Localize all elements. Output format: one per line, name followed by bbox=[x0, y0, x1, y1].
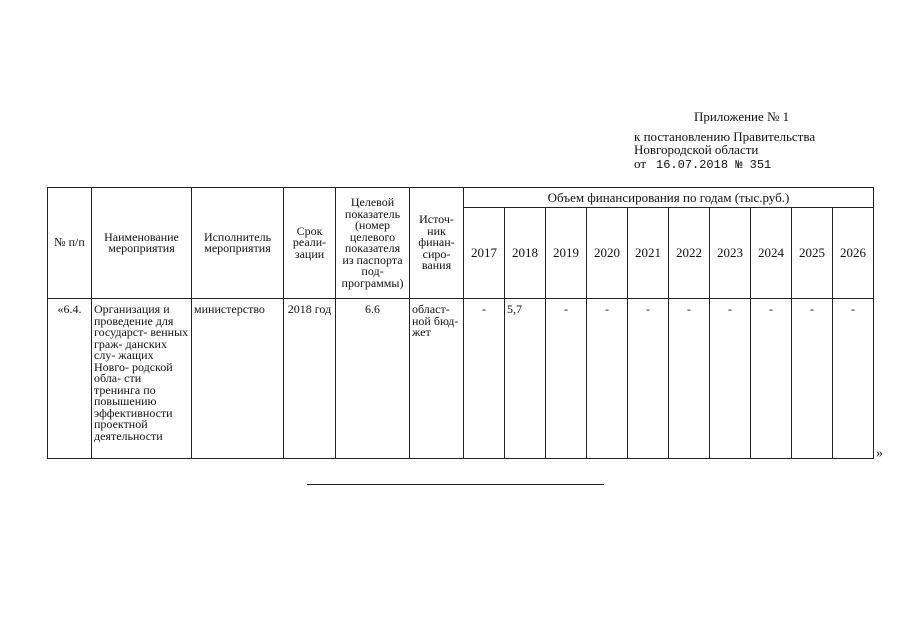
col-name-header: Наименование мероприятия bbox=[92, 188, 192, 299]
activity-table bbox=[47, 187, 874, 459]
header-row-1 bbox=[48, 188, 874, 208]
col-executor-header: Исполнитель мероприятия bbox=[192, 188, 284, 299]
value-cell: - bbox=[710, 299, 751, 459]
funding-header: Объем финансирования по годам (тыс.руб.) bbox=[464, 188, 874, 208]
col-term-header: Срок реали- зации bbox=[284, 188, 336, 299]
year-header: 2019 bbox=[546, 208, 587, 299]
value-cell: - bbox=[464, 299, 505, 459]
col-indicator-header: Целевой показатель (номер целевого показателя из паспорта под- программы) bbox=[336, 188, 410, 299]
year-header: 2021 bbox=[628, 208, 669, 299]
year-header: 2020 bbox=[587, 208, 628, 299]
row-executor: министерство bbox=[192, 299, 284, 459]
date-prefix: от bbox=[634, 156, 647, 171]
appendix-line-1: к постановлению Правительства bbox=[634, 129, 816, 144]
appendix-date-line bbox=[634, 157, 771, 172]
year-header: 2025 bbox=[792, 208, 833, 299]
appendix-line-2: Новгородской области bbox=[634, 142, 759, 157]
value-cell: - bbox=[669, 299, 710, 459]
table-row bbox=[48, 299, 874, 459]
divider-line bbox=[307, 484, 604, 485]
col-source-header: Источ- ник финан- сиро- вания bbox=[410, 188, 464, 299]
year-header: 2022 bbox=[669, 208, 710, 299]
date-number: 16.07.2018 № 351 bbox=[656, 158, 772, 172]
col-num-header: № п/п bbox=[48, 188, 92, 299]
row-source: област- ной бюд- жет bbox=[410, 299, 464, 459]
value-cell: - bbox=[833, 299, 874, 459]
appendix-title: Приложение № 1 bbox=[694, 109, 790, 124]
row-term: 2018 год bbox=[284, 299, 336, 459]
year-header: 2026 bbox=[833, 208, 874, 299]
year-header: 2018 bbox=[505, 208, 546, 299]
row-num: «6.4. bbox=[48, 299, 92, 459]
value-cell: - bbox=[628, 299, 669, 459]
closing-quote: » bbox=[876, 446, 883, 461]
value-cell: - bbox=[546, 299, 587, 459]
year-header: 2024 bbox=[751, 208, 792, 299]
value-cell: - bbox=[751, 299, 792, 459]
row-name: Организация и проведение для государст- венных граж- данских слу- жащих Новго- родской обла- сти тренинга по повышению эффективности проектной деятельности bbox=[92, 299, 192, 459]
year-header: 2017 bbox=[464, 208, 505, 299]
value-cell: - bbox=[587, 299, 628, 459]
value-cell: 5,7 bbox=[505, 299, 546, 459]
value-cell: - bbox=[792, 299, 833, 459]
row-indicator: 6.6 bbox=[336, 299, 410, 459]
year-header: 2023 bbox=[710, 208, 751, 299]
